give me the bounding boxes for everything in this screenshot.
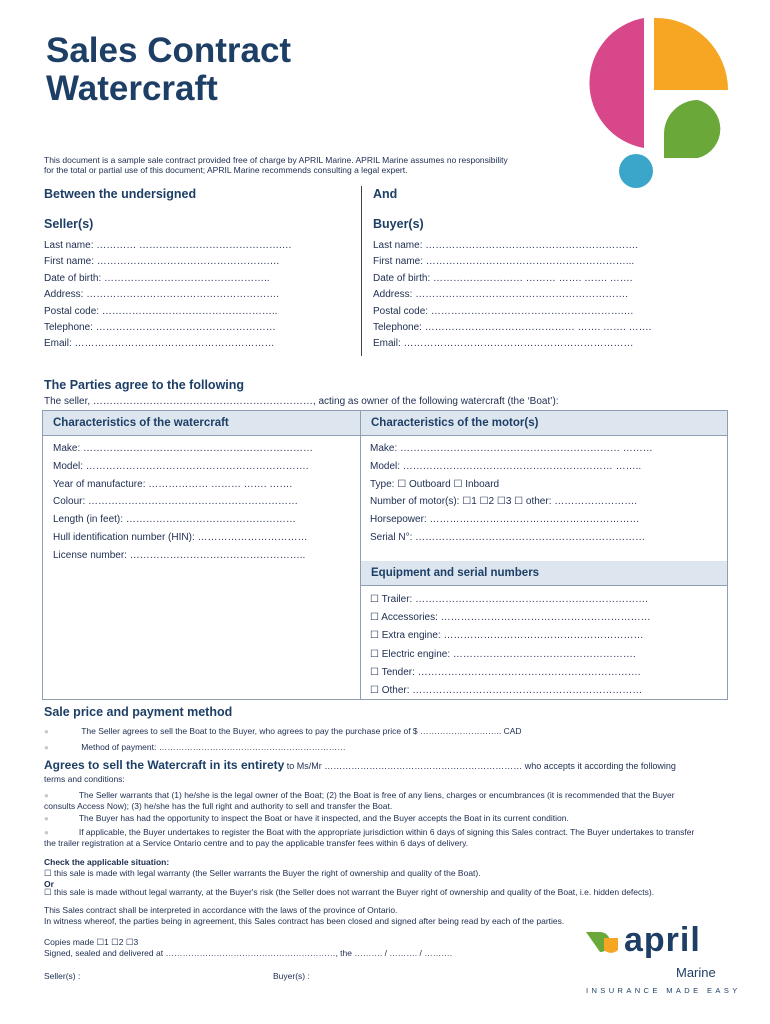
motor-fields [370, 440, 653, 547]
term-1 [44, 790, 734, 812]
motor-heading: Characteristics of the motor(s) [361, 411, 727, 435]
parties-line[interactable]: The seller, …………………………………………………………, acting as owner of the following watercraft (the ‘Boat’): [44, 396, 559, 407]
watercraft-heading: Characteristics of the watercraft [43, 411, 361, 435]
term-1b-text: consults Access Now); (3) he/she has the full right and authority to sell and transfer the Boat. [44, 801, 393, 811]
april-logo-mark-icon [586, 928, 626, 962]
price-text-2[interactable]: Method of payment: ………………………………………………………… [81, 742, 346, 752]
buyer-address-field[interactable]: Address: ………………………………………………………. [373, 289, 629, 301]
copies-line[interactable]: Copies made ☐1 ☐2 ☐3 [44, 937, 139, 947]
buyer-first-name-field[interactable]: First name: ……………………………………………………... [373, 256, 635, 268]
term-3b-text: the trailer registration at a Service Ontario centre and to pay the applicable transfer fees within 6 days of delivery. [44, 838, 469, 848]
check-option-2[interactable]: ☐ this sale is made without legal warranty, at the Buyer's risk (the Seller does not warrant the Buyer right of ownership and quality of the Boat, i.e. hidden defects). [44, 887, 655, 897]
signed-line[interactable]: Signed, sealed and delivered at ……………………………………………………, the ………. / ………. / ………. [44, 948, 453, 958]
buyer-fields [373, 238, 651, 353]
buyer-signature-label: Buyer(s) : [273, 971, 310, 981]
bullet-icon: ● [44, 727, 49, 736]
disclaimer-line-2: for the total or partial use of this document; APRIL Marine recommends consulting a legal expert. [44, 165, 408, 175]
motor-serial-field[interactable]: Serial N°: …………………………………………………………… [370, 531, 646, 543]
wc-make-field[interactable]: Make: …………………………………………………………… [53, 443, 314, 454]
wc-hin-field[interactable]: Hull identification number (HIN): …………………………… [53, 531, 308, 543]
column-divider [360, 411, 361, 699]
divider [361, 186, 362, 356]
header-line [43, 435, 727, 436]
check-heading: Check the applicable situation: [44, 857, 170, 867]
equipment-heading: Equipment and serial numbers [361, 561, 727, 585]
left-heading: Between the undersigned [44, 187, 197, 201]
wc-length-field[interactable]: Length (in feet): …………………………………………… [53, 514, 296, 526]
orange-quarter [654, 18, 728, 90]
seller-phone-field[interactable]: Telephone: ……………………………………………… [44, 322, 276, 334]
right-heading: And [373, 187, 398, 201]
equip-other-field[interactable]: ☐ Other: …………………………………………………………… [370, 685, 643, 697]
pink-half-circle [589, 18, 644, 148]
wc-model-field[interactable]: Model: …………………………………………………………. [53, 460, 309, 472]
disclaimer-line-1: This document is a sample sale contract provided free of charge by APRIL Marine. APRIL Marine assumes no responsibility [44, 155, 508, 165]
price-line-2 [44, 742, 346, 753]
seller-email-field[interactable]: Email: …………………………………………………… [44, 338, 275, 350]
law-line-1: This Sales contract shall be interpreted in accordance with the laws of the province of Ontario. [44, 905, 398, 915]
motor-count-field[interactable]: Number of motor(s): ☐1 ☐2 ☐3 ☐ other: ……………………. [370, 496, 638, 508]
bullet-icon: ● [44, 743, 49, 752]
wc-colour-field[interactable]: Colour: ……………………………………………………… [53, 496, 299, 508]
equipment-fields [370, 591, 651, 700]
check-or: Or [44, 879, 54, 889]
agree-heading: Agrees to sell the Watercraft in its entirety [44, 758, 285, 772]
seller-signature-label: Seller(s) : [44, 971, 81, 981]
price-heading: Sale price and payment method [44, 705, 233, 719]
equip-trailer-field[interactable]: ☐ Trailer: ……………………………………………………………. [370, 594, 648, 605]
title-line-2: Watercraft [46, 69, 218, 108]
motor-model-field[interactable]: Model: ……………………………………………………… …….. [370, 460, 642, 472]
seller-first-name-field[interactable]: First name: …………………………………………….… [44, 256, 280, 268]
price-text-1[interactable]: The Seller agrees to sell the Boat to the Buyer, who agrees to pay the purchase price of $ ……………………….. CAD [81, 726, 522, 736]
agree-rest[interactable]: to Ms/Mr ………………………………………………………… who accepts it according the following [284, 761, 676, 771]
buyer-heading: Buyer(s) [373, 217, 424, 231]
logo-sub: Marine [676, 965, 716, 980]
price-line-1 [44, 726, 522, 737]
motor-make-field[interactable]: Make: ………………………………………………………… ……… [370, 443, 653, 454]
term-2-text: The Buyer has had the opportunity to inspect the Boat or have it inspected, and the Buyer accepts the Boat in its current condition. [78, 813, 569, 823]
buyer-email-field[interactable]: Email: …………………………………………………………… [373, 338, 634, 350]
term-1-text: The Seller warrants that (1) he/she is the legal owner of the Boat; (2) the Boat is free of any liens, charges or encumbrances (it is recommended that the Buyer [78, 790, 675, 800]
equip-extra-engine-field[interactable]: ☐ Extra engine: …………………………………………………… [370, 630, 644, 642]
term-3 [44, 827, 734, 849]
blue-dot [619, 154, 653, 188]
seller-address-field[interactable]: Address: …………………………………………………. [44, 289, 280, 301]
equip-tender-field[interactable]: ☐ Tender: …………………………………………………………. [370, 666, 641, 678]
bullet-icon: ● [44, 828, 49, 837]
equip-accessories-field[interactable]: ☐ Accessories: ……………………………………………………… [370, 612, 651, 624]
buyer-postal-field[interactable]: Postal code: ………………………………………………….… [373, 305, 634, 317]
term-2 [44, 813, 734, 824]
parties-heading: The Parties agree to the following [44, 378, 245, 392]
seller-heading: Seller(s) [44, 217, 94, 231]
page-title [46, 32, 291, 108]
decorative-shapes-icon [576, 16, 732, 190]
buyer-phone-field[interactable]: Telephone: ……………………………………… ……. ……. ……. [373, 322, 652, 334]
seller-dob-field[interactable]: Date of birth: ………………………………………….. [44, 272, 270, 284]
check-option-1[interactable]: ☐ this sale is made with legal warranty (the Seller warrants the Buyer the right of ownership and quality of the Boat). [44, 868, 481, 878]
seller-postal-field[interactable]: Postal code: …………………………………………….. [44, 305, 278, 317]
bullet-icon: ● [44, 814, 49, 823]
seller-last-name-field[interactable]: Last name: ………… …………………………………….… [44, 240, 292, 251]
agree-line-2: terms and conditions: [44, 774, 125, 784]
equipment-header-line [361, 585, 727, 586]
law-line-2: In witness whereof, the parties being in agreement, this Sales contract has been closed and signed after being read by each of the parties. [44, 916, 565, 926]
watercraft-fields [53, 440, 313, 565]
disclaimer [44, 155, 514, 175]
seller-fields [44, 238, 292, 353]
agree-line [44, 758, 734, 772]
motor-type-field[interactable]: Type: ☐ Outboard ☐ Inboard [370, 478, 500, 490]
logo-tagline: INSURANCE MADE EASY [586, 986, 741, 995]
green-leaf [664, 100, 720, 158]
bullet-icon: ● [44, 791, 49, 800]
wc-license-field[interactable]: License number: …………………………………………….. [53, 549, 306, 561]
title-line-1: Sales Contract [46, 31, 292, 70]
logo-wordmark: april [624, 921, 701, 959]
wc-year-field[interactable]: Year of manufacture: ……………… ……… ……. ……. [53, 478, 293, 490]
buyer-dob-field[interactable]: Date of birth: ……………………… ……… ……. ……. ……. [373, 272, 633, 284]
equip-electric-engine-field[interactable]: ☐ Electric engine: ………………………………………………. [370, 648, 636, 660]
buyer-last-name-field[interactable]: Last name: ………………………………………………………. [373, 240, 639, 251]
motor-hp-field[interactable]: Horsepower: ……………………………………………………… [370, 514, 640, 526]
term-3-text: If applicable, the Buyer undertakes to register the Boat with the appropriate jurisdiction within 6 days of signing this Sales contract. The Buyer undertakes to transfer [78, 827, 695, 837]
